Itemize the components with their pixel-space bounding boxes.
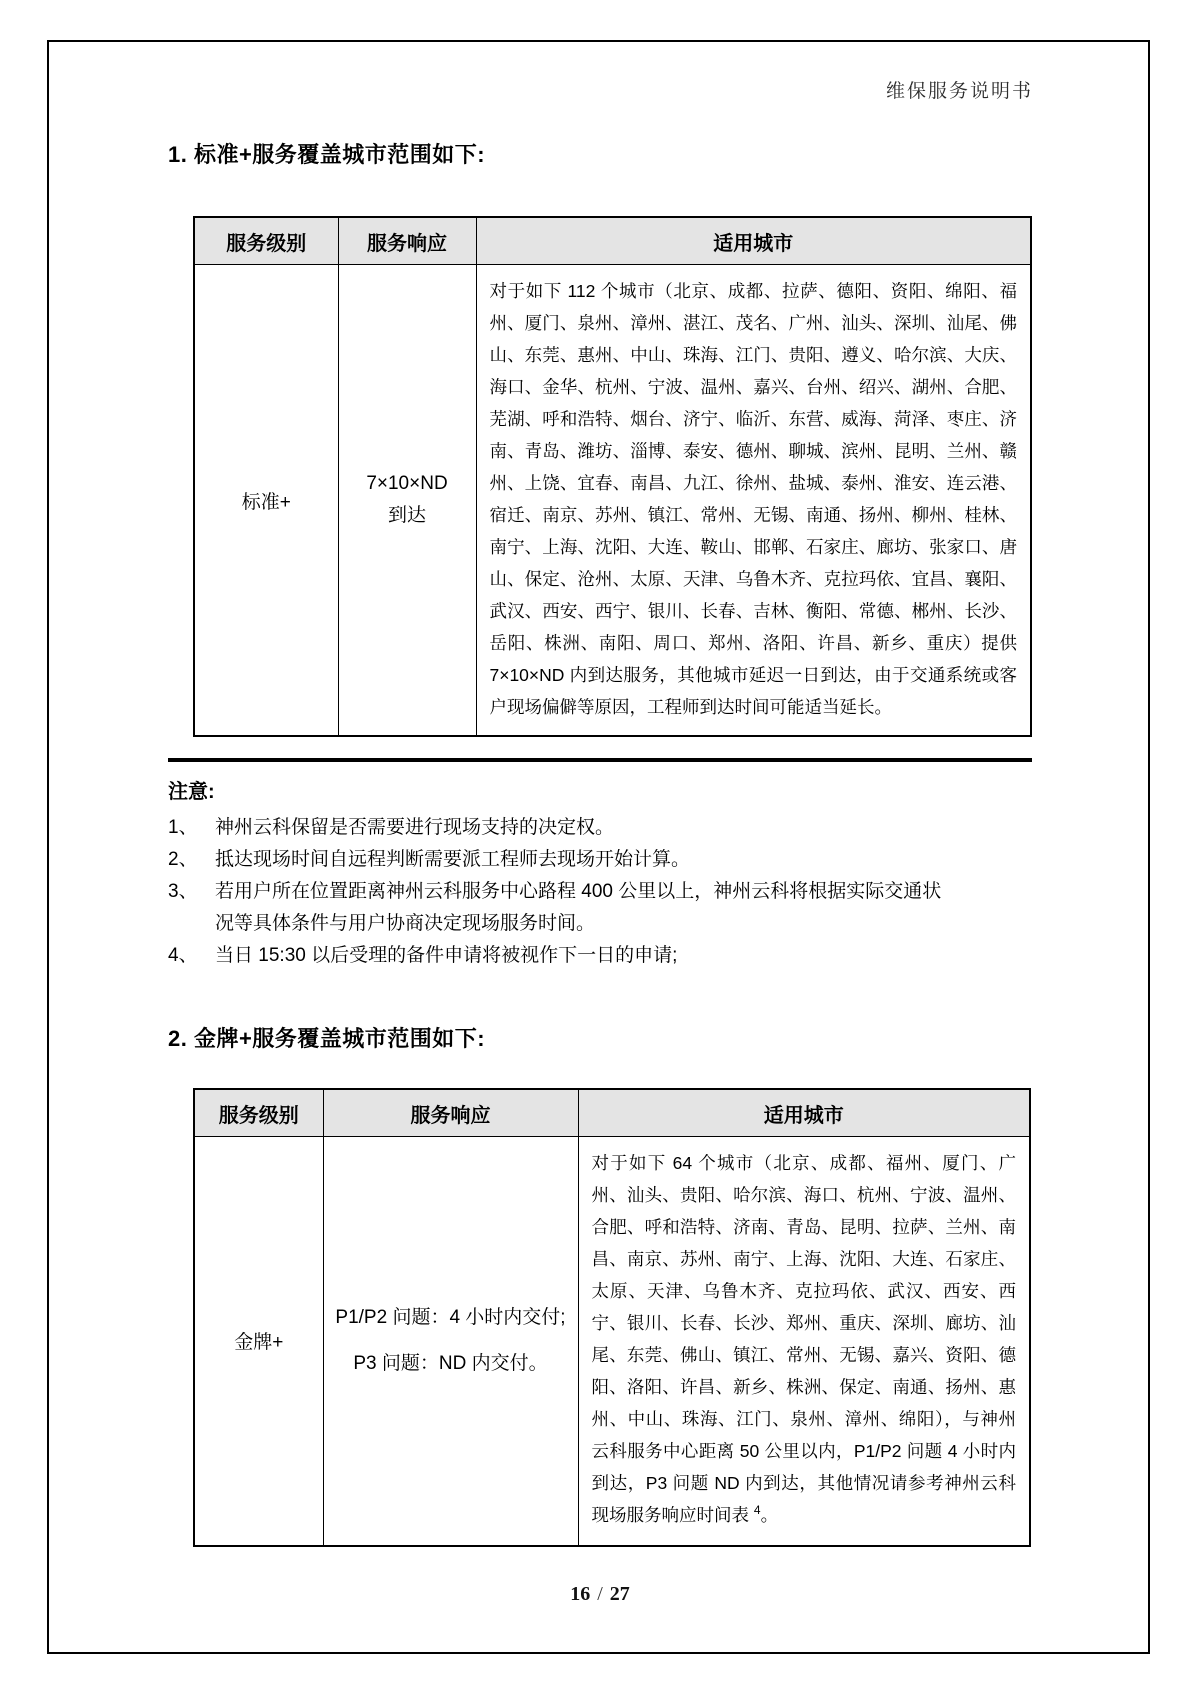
document-header-title: 维保服务说明书 xyxy=(885,81,1033,102)
col-header-applicable-cities: 适用城市 xyxy=(476,217,1031,265)
service-response-value xyxy=(323,1137,578,1546)
response-p1p2: P1/P2 问题：4 小时内交付; xyxy=(335,1306,566,1328)
notes-heading: 注意: xyxy=(168,781,215,803)
note-number: 4、 xyxy=(168,945,198,966)
horizontal-divider xyxy=(168,758,1032,762)
col-header-service-level: 服务级别 xyxy=(194,217,338,265)
note-text: 抵达现场时间自远程判断需要派工程师去现场开始计算。 xyxy=(215,849,691,870)
col-header-applicable-cities: 适用城市 xyxy=(578,1089,1030,1137)
note-number: 1、 xyxy=(168,817,198,838)
standard-plus-coverage-table xyxy=(193,216,1032,737)
note-item xyxy=(168,940,958,972)
section2-heading: 2. 金牌+服务覆盖城市范围如下: xyxy=(168,1026,486,1051)
response-p3: P3 问题：ND 内交付。 xyxy=(353,1352,548,1374)
current-page-number: 16 xyxy=(570,1583,591,1605)
note-item xyxy=(168,812,958,844)
service-level-value: 金牌+ xyxy=(194,1137,323,1546)
cities-text-end: 。 xyxy=(760,1505,779,1525)
col-header-service-response: 服务响应 xyxy=(338,217,476,265)
notes-list xyxy=(168,812,958,972)
gold-plus-coverage-table xyxy=(193,1088,1031,1547)
response-paragraph-gap xyxy=(334,1334,568,1348)
note-number: 2、 xyxy=(168,849,198,870)
table-header-row xyxy=(194,217,1031,265)
section1-heading: 1. 标准+服务覆盖城市范围如下: xyxy=(168,142,486,167)
response-line-1: 7×10×ND xyxy=(366,473,448,494)
note-text: 当日 15:30 以后受理的备件申请将被视作下一日的申请; xyxy=(215,945,678,966)
total-page-count: 27 xyxy=(609,1583,630,1605)
footnote-reference-4: 4 xyxy=(753,1503,761,1518)
page-number-separator: / xyxy=(597,1583,603,1605)
service-level-value: 标准+ xyxy=(194,265,338,737)
applicable-cities-text: 对于如下 112 个城市（北京、成都、拉萨、德阳、资阳、绵阳、福州、厦门、泉州、漳州、湛江、茂名、广州、汕头、深圳、汕尾、佛山、东莞、惠州、中山、珠海、江门、贵阳、遵义、哈尔滨、大庆、海口、金华、杭州、宁波、温州、嘉兴、台州、绍兴、湖州、合肥、芜湖、呼和浩特、烟台、济宁、临沂、东营、威海、菏泽、枣庄、济南、青岛、潍坊、淄博、泰安、德州、聊城、滨州、昆明、兰州、赣州、上饶、宜春、南昌、九江、徐州、盐城、泰州、淮安、连云港、宿迁、南京、苏州、镇江、常州、无锡、南通、扬州、柳州、桂林、南宁、上海、沈阳、大连、鞍山、邯郸、石家庄、廊坊、张家口、唐山、保定、沧州、太原、天津、乌鲁木齐、克拉玛依、宜昌、襄阳、武汉、西安、西宁、银川、长春、吉林、衡阳、常德、郴州、长沙、岳阳、株洲、南阳、周口、郑州、洛阳、许昌、新乡、重庆）提供 7×10×ND 内到达服务，其他城市延迟一日到达，由于交通系统或客户现场偏僻等原因，工程师到达时间可能适当延长。 xyxy=(476,265,1031,737)
page-number-footer xyxy=(0,1583,1200,1606)
table-row xyxy=(194,1137,1030,1546)
response-line-2: 到达 xyxy=(387,505,426,526)
note-number: 3、 xyxy=(168,881,198,902)
note-item xyxy=(168,844,958,876)
applicable-cities-text xyxy=(578,1137,1030,1546)
col-header-service-level: 服务级别 xyxy=(194,1089,323,1137)
note-text: 若用户所在位置距离神州云科服务中心路程 400 公里以上，神州云科将根据实际交通状况等具体条件与用户协商决定现场服务时间。 xyxy=(215,881,942,934)
col-header-service-response: 服务响应 xyxy=(323,1089,578,1137)
table-row xyxy=(194,265,1031,737)
service-response-value xyxy=(338,265,476,737)
cities-text-main: 对于如下 64 个城市（北京、成都、福州、厦门、广州、汕头、贵阳、哈尔滨、海口、杭州、宁波、温州、合肥、呼和浩特、济南、青岛、昆明、拉萨、兰州、南昌、南京、苏州、南宁、上海、沈阳、大连、石家庄、太原、天津、乌鲁木齐、克拉玛依、武汉、西安、西宁、银川、长春、长沙、郑州、重庆、深圳、廊坊、汕尾、东莞、佛山、镇江、常州、无锡、嘉兴、资阳、德阳、洛阳、许昌、新乡、株洲、保定、南通、扬州、惠州、中山、珠海、江门、泉州、漳州、绵阳），与神州云科服务中心距离 50 公里以内，P1/P2 问题 4 小时内到达，P3 问题 ND 内到达，其他情况请参考神州云科现场服务响应时间表 xyxy=(591,1153,1016,1525)
note-item xyxy=(168,876,958,940)
note-text: 神州云科保留是否需要进行现场支持的决定权。 xyxy=(215,817,615,838)
table-header-row xyxy=(194,1089,1030,1137)
